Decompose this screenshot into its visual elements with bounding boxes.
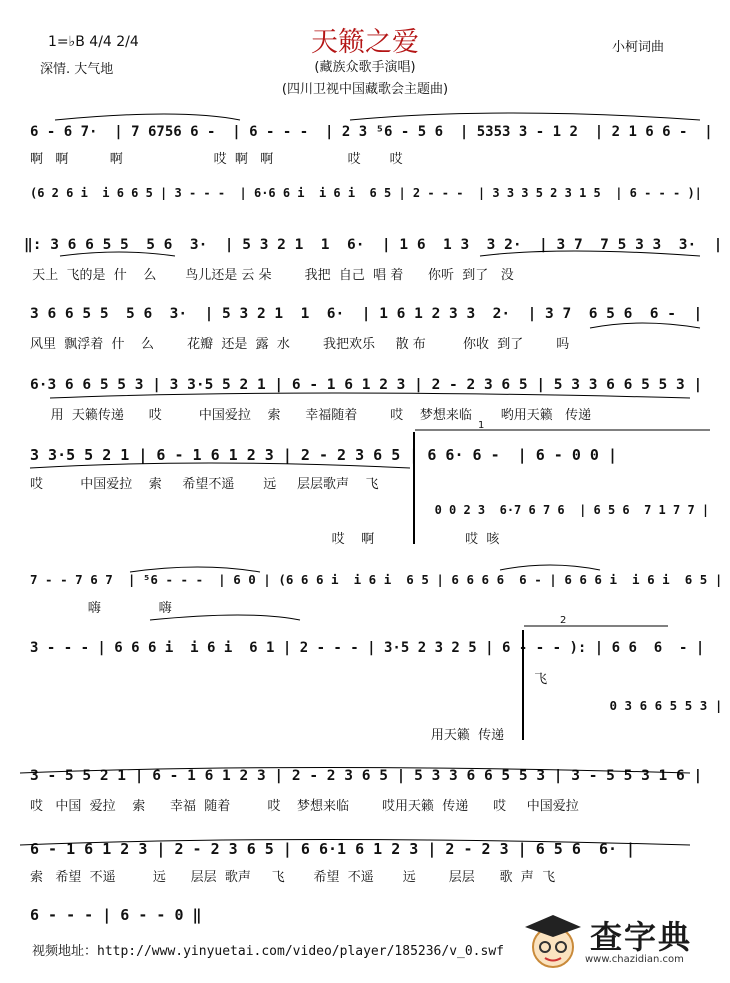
notation-line-6: 3 3·5 5 2 1 | 6 - 1 6 1 2 3 | 2 - 2 3 6 5 | 6 6· 6 - | 6 - 0 0 |	[30, 446, 617, 464]
system-bracket-1	[413, 432, 415, 544]
lyric-line-10: 用天籁 传递	[30, 728, 505, 743]
notation-line-4: 3 6 6 5 5 5 6 3· | 5 3 2 1 1 6· | 1 6 1 2 3 3 2· | 3 7 6 5 6 6 - |	[30, 306, 703, 322]
notation-line-12: 6 - 1 6 1 2 3 | 2 - 2 3 6 5 | 6 6·1 6 1 2 3 | 2 - 2 3 | 6 5 6 6· |	[30, 840, 636, 858]
lyric-line-6: 哎 中国爱拉 索 希望不遥 远 层层歌声 飞	[30, 477, 379, 492]
notation-line-5: 6·3 6 6 5 5 3 | 3 3·5 5 2 1 | 6 - 1 6 1 2 3 | 2 - 2 3 6 5 | 5 3 3 6 6 5 5 3 |	[30, 377, 703, 393]
lyric-line-5: 用 天籁传递 哎 中国爱拉 索 幸福随着 哎 梦想来临 哟用天籁 传递	[30, 408, 592, 423]
lyric-line-4: 风里 飘浮着 什 么 花瓣 还是 露 水 我把欢乐 散 布 你收 到了 吗	[30, 337, 570, 352]
notation-line-7: 0 0 2 3 6·7 6 7 6 | 6 5 6 7 1 7 7 |	[30, 503, 710, 517]
system-bracket-2	[522, 630, 524, 740]
lyric-line-7: 哎 啊 哎 咳	[30, 532, 500, 547]
tempo-style: 深情. 大气地	[40, 62, 114, 77]
lyric-line-3: 天上 飞的是 什 么 鸟儿还是 云 朵 我把 自己 唱 着 你听 到了 没	[24, 268, 514, 283]
notation-line-13: 6 - - - | 6 - - 0 ‖	[30, 906, 202, 924]
notation-line-11: 3 - 5 5 2 1 | 6 - 1 6 1 2 3 | 2 - 2 3 6 5 | 5 3 3 6 6 5 5 3 | 3 - 5 5 3 1 6 |	[30, 768, 703, 784]
lyric-line-1: 啊 啊 啊 哎 啊 啊 哎 哎	[30, 152, 403, 167]
footer-video-url[interactable]: 视频地址：http://www.yinyuetai.com/video/player/185236/v_0.swf	[32, 944, 504, 959]
notation-line-9: 3 - - - | 6 6 6 i i 6 i 6 1 | 2 - - - | 3·5 2 3 2 5 | 6 - - - ): | 6 6 6 - |	[30, 640, 705, 656]
notation-line-10: 0 3 6 6 5 5 3 |	[30, 698, 723, 713]
lyric-line-9: 飞	[30, 672, 548, 687]
lyric-line-11: 哎 中国 爱拉 索 幸福 随着 哎 梦想来临 哎用天籁 传递 哎 中国爱拉	[30, 799, 579, 814]
notation-line-8: 7 - - 7 6 7 | ⁵6 - - - | 6 0 | (6 6 6 i i 6 i 6 5 | 6 6 6 6 6 - | 6 6 6 i i 6 i 6 5 |	[30, 572, 723, 587]
lyric-line-8: 嗨 嗨	[30, 601, 172, 616]
key-signature: 1=♭B 4/4 2/4	[48, 34, 139, 50]
subtitle: (藏族众歌手演唱)	[314, 60, 416, 75]
notation-line-3: ‖: 3 6 6 5 5 5 6 3· | 5 3 2 1 1 6· | 1 6 1 3 3 2· | 3 7 7 5 3 3 3· |	[24, 237, 723, 253]
volta-1-label: 1	[478, 420, 485, 431]
notation-line-2: (6 2 6 i i 6 6 5 | 3 - - - | 6·6 6 i i 6 i 6 5 | 2 - - - | 3 3 3 5 2 3 1 5 | 6 - - - )|	[30, 186, 702, 200]
logo-text: 查字典	[590, 918, 693, 956]
title: 天籁之爱	[311, 27, 419, 58]
subtitle-2: (四川卫视中国藏歌会主题曲)	[281, 82, 449, 97]
lyric-line-12: 索 希望 不遥 远 层层 歌声 飞 希望 不遥 远 层层 歌 声 飞	[30, 870, 556, 885]
notation-line-1: 6 - 6 7· | 7 6756 6 - | 6 - - - | 2 3 ⁵6 - 5 6 | 5353 3 - 1 2 | 2 1 6 6 - |	[30, 124, 713, 140]
credit: 小柯词曲	[612, 40, 665, 55]
logo-url[interactable]: www.chazidian.com	[585, 954, 684, 965]
volta-2-label: 2	[560, 615, 567, 626]
